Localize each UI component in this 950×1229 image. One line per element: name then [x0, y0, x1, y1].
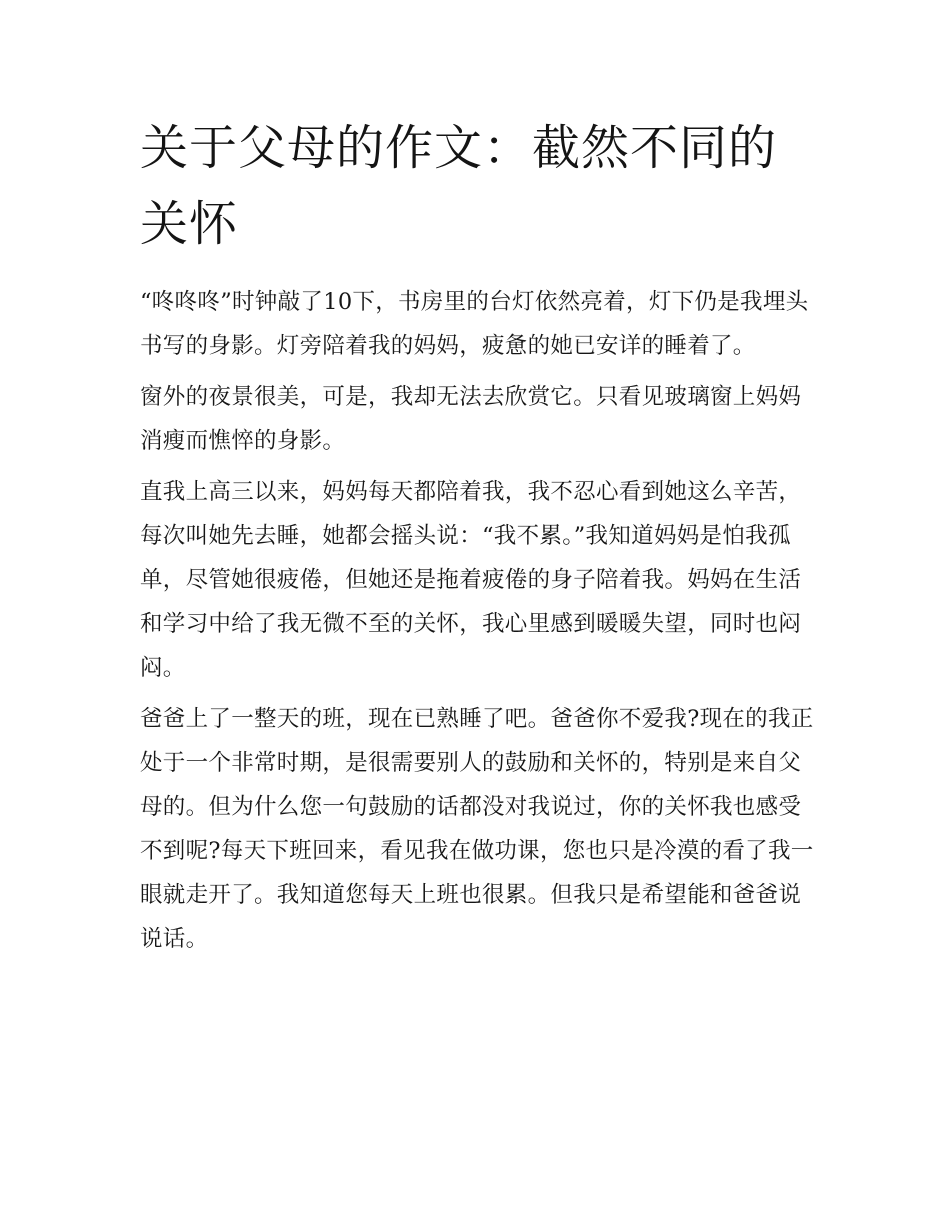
paragraph-4: 爸爸上了一整天的班，现在已熟睡了吧。爸爸你不爱我?现在的我正处于一个非常时期，是很需要别人的鼓励和关怀的，特别是来自父母的。但为什么您一句鼓励的话都没对我说过，你的关怀我也感受不到呢?每天下班回来，看见我在做功课，您也只是冷漠的看了我一眼就走开了。我知道您每天上班也很累。但我只是希望能和爸爸说说话。 [140, 706, 814, 952]
paragraph-3: 直我上高三以来，妈妈每天都陪着我，我不忍心看到她这么辛苦，每次叫她先去睡，她都会摇头说：“我不累。”我知道妈妈是怕我孤单，尽管她很疲倦，但她还是拖着疲倦的身子陪着我。妈妈在生活和学习中给了我无微不至的关怀，我心里感到暖暖失望，同时也闷闷。 [140, 479, 802, 681]
page-title: 关于父母的作文：截然不同的关怀 [140, 120, 778, 252]
paragraph-1: “咚咚咚”时钟敲了10下，书房里的台灯依然亮着，灯下仍是我埋头书写的身影。灯旁陪着我的妈妈，疲惫的她已安详的睡着了。 [140, 289, 809, 359]
essay-body [140, 280, 815, 968]
paragraph-2: 窗外的夜景很美，可是，我却无法去欣赏它。只看见玻璃窗上妈妈消瘦而憔悴的身影。 [140, 384, 802, 454]
